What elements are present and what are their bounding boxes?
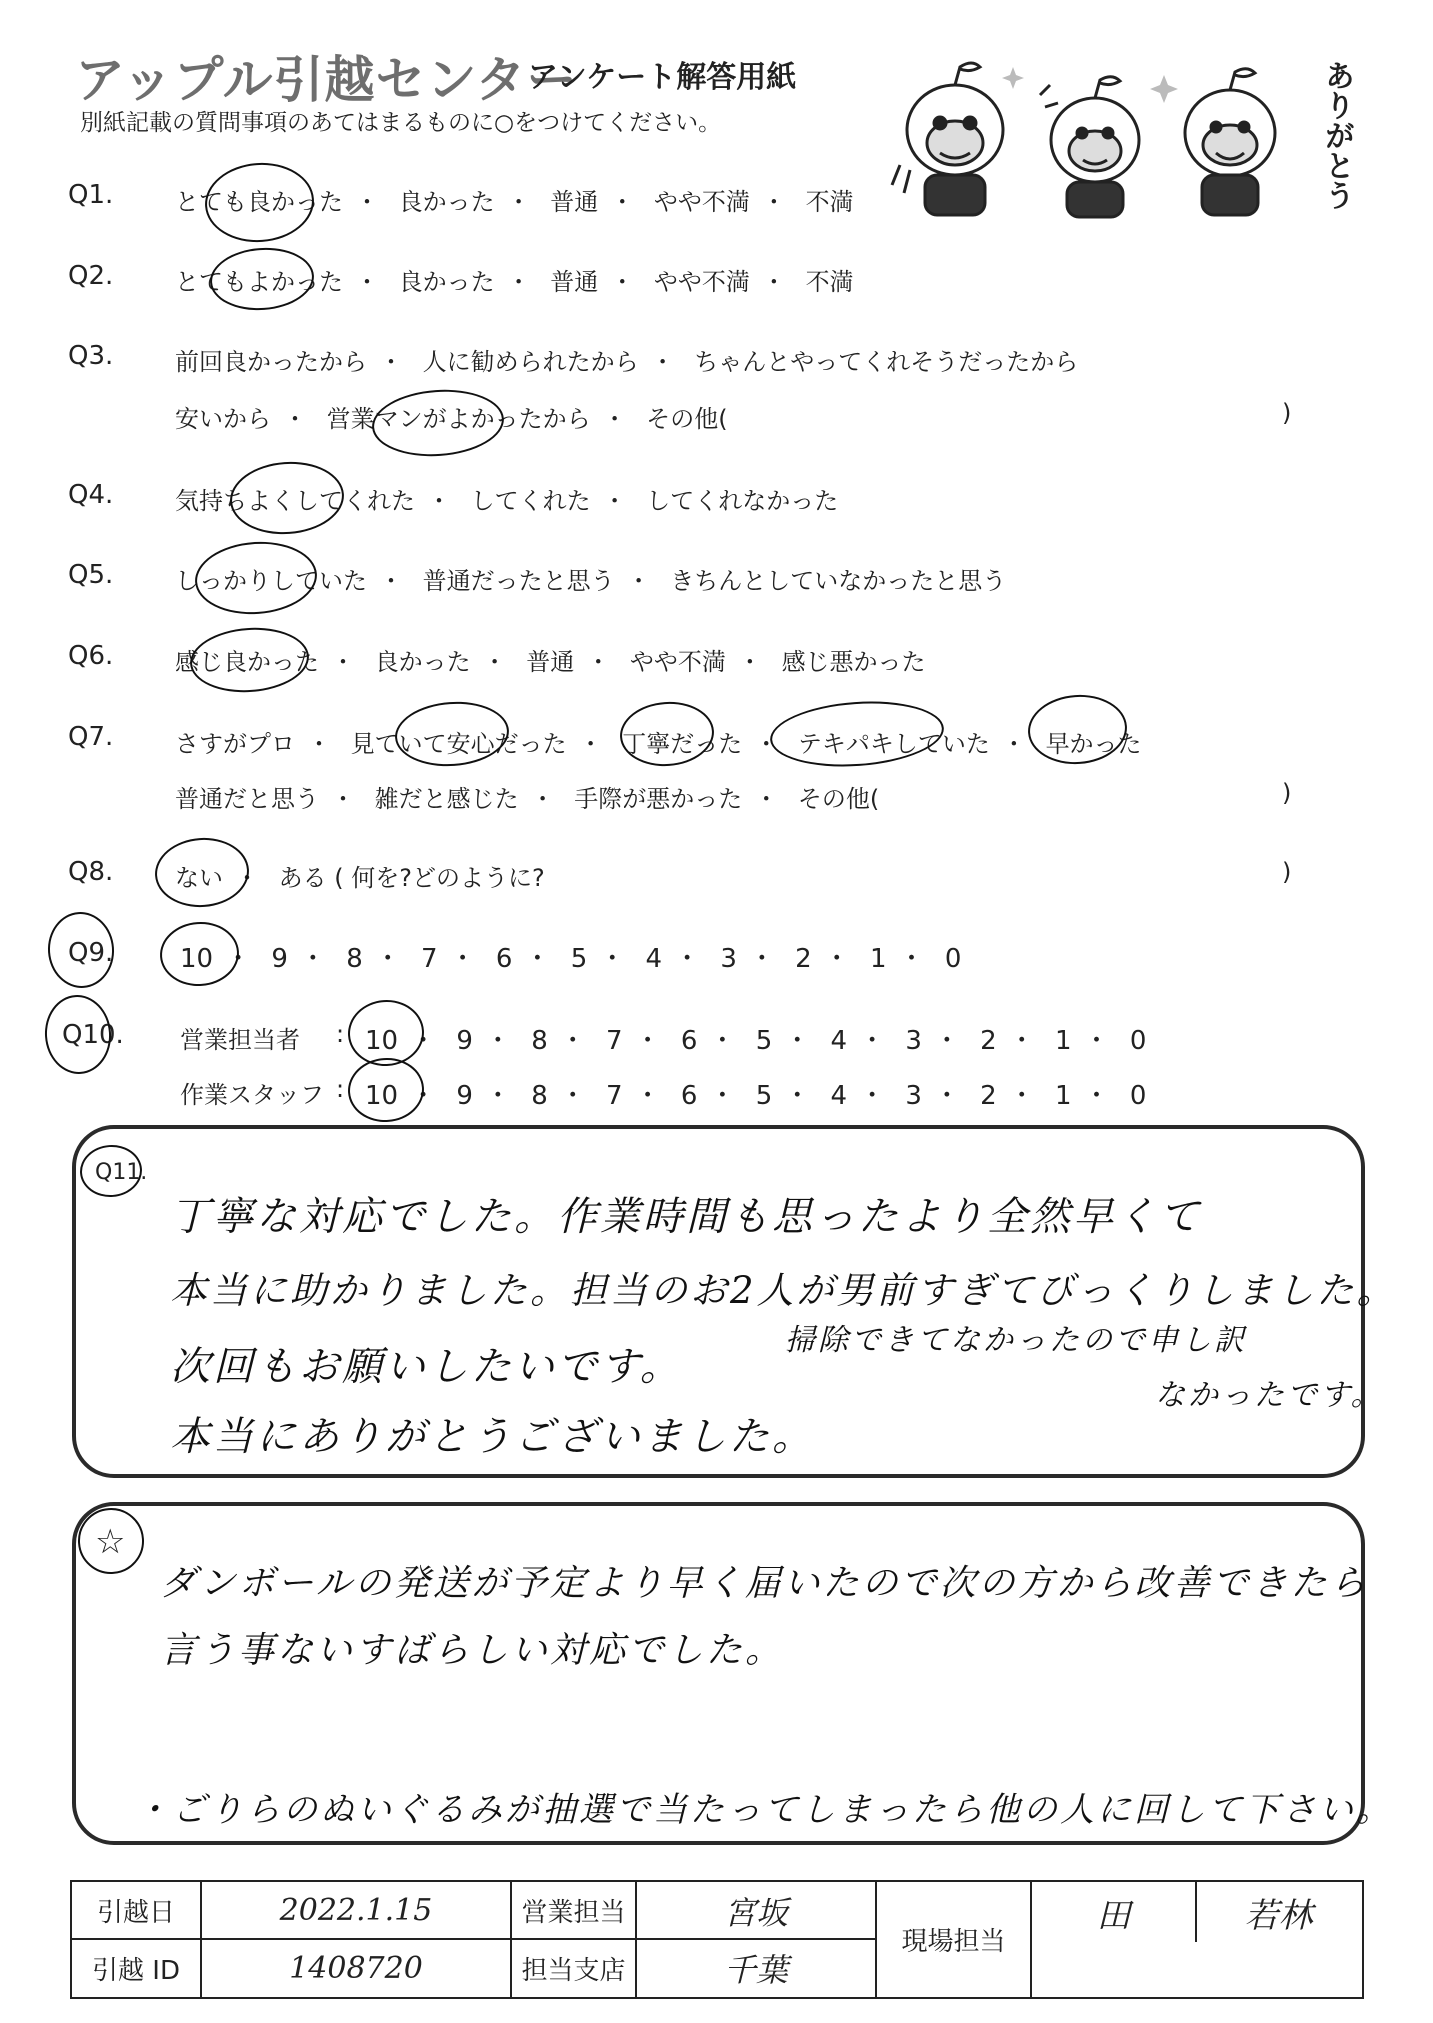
q7-option[interactable]: 丁寧だった (622, 730, 743, 758)
q9-score[interactable]: 7 (421, 944, 438, 974)
q3-option[interactable]: ちゃんとやってくれそうだったから (694, 348, 1079, 376)
q10-row1-score[interactable]: 2 (980, 1026, 997, 1056)
q7-answer-circle (768, 696, 946, 772)
q3-option[interactable]: 人に勧められたから (422, 348, 639, 376)
q9-answer-circle (158, 919, 241, 988)
q9-score[interactable]: 3 (720, 944, 737, 974)
q8-answer-circle (153, 835, 252, 910)
move-id-value[interactable]: 1408720 (202, 1939, 512, 1997)
instruction-text: 別紙記載の質問事項のあてはまるものに○をつけてください。 (80, 110, 722, 136)
thanks-label: ありがとう (1319, 60, 1354, 210)
q2-number: Q2. (68, 261, 114, 291)
sales-label: 営業担当 (512, 1882, 637, 1939)
q9-score[interactable]: 6 (495, 944, 513, 974)
q3-option-other[interactable]: その他( (646, 405, 728, 433)
q2-option[interactable]: 不満 (805, 268, 854, 296)
q10-row1-score[interactable]: 10 (365, 1026, 399, 1056)
move-id-label: 引越 ID (72, 1939, 202, 1997)
q10-number: Q10. (62, 1020, 124, 1050)
q8-close-paren: ) (1282, 858, 1292, 886)
q2-option[interactable]: やや不満 (653, 268, 750, 296)
q3-number: Q3. (68, 341, 114, 371)
q1-option[interactable]: とても良かった (175, 188, 343, 216)
q7-option[interactable]: 手際が悪かった (574, 785, 743, 813)
q10-row1-score[interactable]: 3 (905, 1026, 922, 1056)
q8-option[interactable]: ない (175, 864, 223, 892)
q7-option[interactable]: 普通だと思う (175, 785, 319, 813)
q11-side-note: 掃除できてなかったので申し訳 (785, 1323, 1247, 1358)
q7-options-line1: さすがプロ ・ 見ていて安心だった ・ 丁寧だった ・ テキパキしていた ・ 早かった (175, 730, 1142, 758)
q10-row2-score[interactable]: 4 (830, 1081, 848, 1111)
q7-close-paren: ) (1282, 779, 1292, 807)
q3-option[interactable]: 安いから (175, 405, 271, 433)
move-date-value[interactable]: 2022.1.15 (202, 1882, 512, 1939)
q11-side-note: なかったです。 (1155, 1378, 1384, 1413)
q10-row2-score[interactable]: 9 (456, 1081, 473, 1111)
site-staff-value[interactable]: 若林 (1244, 1895, 1313, 1936)
q9-score[interactable]: 4 (645, 944, 663, 974)
document-title: アップル引越センター (75, 51, 578, 109)
q9-score[interactable]: 9 (271, 944, 288, 974)
q6-option[interactable]: 感じ良かった (175, 648, 319, 676)
q4-option[interactable]: 気持ちよくしてくれた (175, 487, 415, 515)
q1-number: Q1. (68, 180, 114, 210)
q5-option[interactable]: 普通だったと思う (422, 567, 615, 595)
q4-number: Q4. (68, 480, 114, 510)
q9-number: Q9. (68, 938, 114, 968)
q10-row2-score[interactable]: 3 (905, 1081, 922, 1111)
document-subtitle: アンケート解答用紙 (528, 60, 797, 95)
q3-option[interactable]: 営業マンがよかったから (326, 405, 591, 433)
q5-number: Q5. (68, 560, 114, 590)
q6-options: 感じ良かった ・ 良かった ・ 普通 ・ やや不満 ・ 感じ悪かった (175, 648, 926, 676)
q10-row1-label: 営業担当者 (180, 1026, 300, 1054)
footer-info-table (70, 1880, 1364, 1999)
q9-number-circle (45, 910, 116, 990)
q4-option[interactable]: してくれなかった (646, 487, 839, 515)
star-comment-line: ・ごりらのぬいぐるみが抽選で当たってしまったら他の人に回して下さい。 (135, 1790, 1393, 1830)
q10-row2-score[interactable]: 10 (365, 1081, 399, 1111)
q2-option[interactable]: 良かった (398, 268, 495, 296)
q1-option[interactable]: やや不満 (653, 188, 750, 216)
q1-option[interactable]: 普通 (550, 188, 599, 216)
q7-option[interactable]: テキパキしていた (797, 730, 990, 758)
move-date-label: 引越日 (72, 1882, 202, 1939)
q1-options: とても良かった ・ 良かった ・ 普通 ・ やや不満 ・ 不満 (175, 188, 854, 216)
q3-options-line2: 安いから ・ 営業マンがよかったから ・ その他( (175, 405, 728, 433)
q7-answer-circle (393, 698, 511, 770)
q9-score[interactable]: 5 (570, 944, 588, 974)
q10-row1-score[interactable]: 4 (830, 1026, 848, 1056)
branch-value[interactable]: 千葉 (637, 1939, 877, 1997)
q7-option[interactable]: 雑だと感じた (374, 785, 519, 813)
q6-option[interactable]: 良かった (374, 648, 471, 676)
q10-colon: : (336, 1075, 345, 1103)
q9-scale: 10 ・ 9 ・ 8 ・ 7 ・ 6 ・ 5 ・ 4 ・ 3 ・ 2 ・ 1 ・ 0 (180, 944, 962, 974)
star-comment-line: 言う事ないすばらしい対応でした。 (160, 1630, 785, 1671)
q7-option[interactable]: さすがプロ (175, 730, 295, 758)
q11-comment-line: 次回もお願いしたいです。 (170, 1344, 683, 1390)
q10-row1-scale: 10 ・ 9 ・ 8 ・ 7 ・ 6 ・ 5 ・ 4 ・ 3 ・ 2 ・ 1 ・ 0 (365, 1026, 1147, 1056)
q1-option[interactable]: 不満 (805, 188, 854, 216)
q8-options: ない ・ ある ( 何を?どのように? (175, 864, 545, 892)
q2-answer-circle (208, 244, 316, 313)
q9-score[interactable]: 1 (870, 944, 887, 974)
q10-row1-score[interactable]: 9 (456, 1026, 473, 1056)
branch-label: 担当支店 (512, 1939, 637, 1997)
q10-row1-score[interactable]: 7 (606, 1026, 623, 1056)
q10-row2-score[interactable]: 5 (755, 1081, 773, 1111)
q11-comment-line: 本当に助かりました。担当のお2人が男前すぎてびっくりしました。 (170, 1269, 1397, 1312)
q1-option[interactable]: 良かった (398, 188, 495, 216)
q8-option[interactable]: ある ( 何を?どのように? (278, 864, 545, 892)
q2-option[interactable]: 普通 (550, 268, 599, 296)
q10-row2-label: 作業スタッフ (180, 1081, 324, 1109)
monkey-mascots-icon (890, 45, 1310, 220)
q6-answer-circle (188, 624, 311, 696)
q3-answer-circle (370, 385, 506, 460)
q4-option[interactable]: してくれた (470, 487, 591, 515)
star-icon: ☆ (95, 1522, 126, 1562)
q10-row2-score[interactable]: 6 (680, 1081, 698, 1111)
q9-score[interactable]: 10 (180, 944, 214, 974)
q10-row1-score[interactable]: 8 (531, 1026, 548, 1056)
q7-option[interactable]: 早かった (1045, 730, 1142, 758)
q7-number: Q7. (68, 722, 114, 752)
q10-row2-score[interactable]: 7 (606, 1081, 623, 1111)
q10-row2-score[interactable]: 8 (531, 1081, 548, 1111)
table-divider (637, 1938, 877, 1940)
q10-row2-scale: 10 ・ 9 ・ 8 ・ 7 ・ 6 ・ 5 ・ 4 ・ 3 ・ 2 ・ 1 ・ 0 (365, 1081, 1147, 1111)
q10-row1-score[interactable]: 0 (1129, 1026, 1147, 1056)
q6-option[interactable]: 感じ悪かった (781, 648, 926, 676)
q7-options-line2: 普通だと思う ・ 雑だと感じた ・ 手際が悪かった ・ その他( (175, 785, 880, 813)
q3-close-paren: ) (1282, 399, 1292, 427)
site-staff-label: 現場担当 (877, 1882, 1032, 1997)
q7-option[interactable]: 見ていて安心だった (350, 730, 567, 758)
q5-answer-circle (193, 538, 320, 618)
q11-number: Q11. (95, 1160, 148, 1185)
q10-row1-score[interactable]: 5 (755, 1026, 773, 1056)
sales-value[interactable]: 宮坂 (637, 1882, 877, 1939)
q10-row1-score[interactable]: 1 (1055, 1026, 1072, 1056)
q10-number-circle (42, 993, 113, 1076)
q8-number: Q8. (68, 857, 114, 887)
q5-option[interactable]: きちんとしていなかったと思う (670, 567, 1007, 595)
q6-number: Q6. (68, 641, 114, 671)
q10-colon: : (336, 1020, 345, 1048)
q3-option[interactable]: 前回良かったから (175, 348, 367, 376)
q9-score[interactable]: 0 (944, 944, 962, 974)
q5-option[interactable]: しっかりしていた (175, 567, 367, 595)
q1-answer-circle (202, 159, 316, 245)
mascot-illustration (890, 45, 1310, 220)
q11-comment-line: 丁寧な対応でした。作業時間も思ったより全然早くて (170, 1194, 1202, 1240)
q10-row2-score[interactable]: 0 (1129, 1081, 1147, 1111)
q5-options: しっかりしていた ・ 普通だったと思う ・ きちんとしていなかったと思う (175, 567, 1007, 595)
q2-option[interactable]: とてもよかった (175, 268, 343, 296)
q9-score[interactable]: 2 (795, 944, 812, 974)
q3-options-line1: 前回良かったから ・ 人に勧められたから ・ ちゃんとやってくれそうだったから (175, 348, 1079, 376)
q9-score[interactable]: 8 (346, 944, 363, 974)
q4-options: 気持ちよくしてくれた ・ してくれた ・ してくれなかった (175, 487, 839, 515)
site-staff-value[interactable]: 田 (1032, 1882, 1197, 1942)
star-comment-line: ダンボールの発送が予定より早く届いたので次の方から改善できたら (160, 1563, 1369, 1604)
q10-row2-answer-circle (346, 1055, 426, 1124)
q6-option[interactable]: 普通 (526, 648, 575, 676)
q10-row1-score[interactable]: 6 (680, 1026, 698, 1056)
q4-answer-circle (228, 458, 347, 538)
q2-options: とてもよかった ・ 良かった ・ 普通 ・ やや不満 ・ 不満 (175, 268, 854, 296)
q11-comment-line: 本当にありがとうございました。 (170, 1414, 815, 1460)
q7-option-other[interactable]: その他( (797, 785, 880, 813)
q6-option[interactable]: やや不満 (629, 648, 726, 676)
q10-row2-score[interactable]: 1 (1055, 1081, 1072, 1111)
q10-row2-score[interactable]: 2 (980, 1081, 997, 1111)
